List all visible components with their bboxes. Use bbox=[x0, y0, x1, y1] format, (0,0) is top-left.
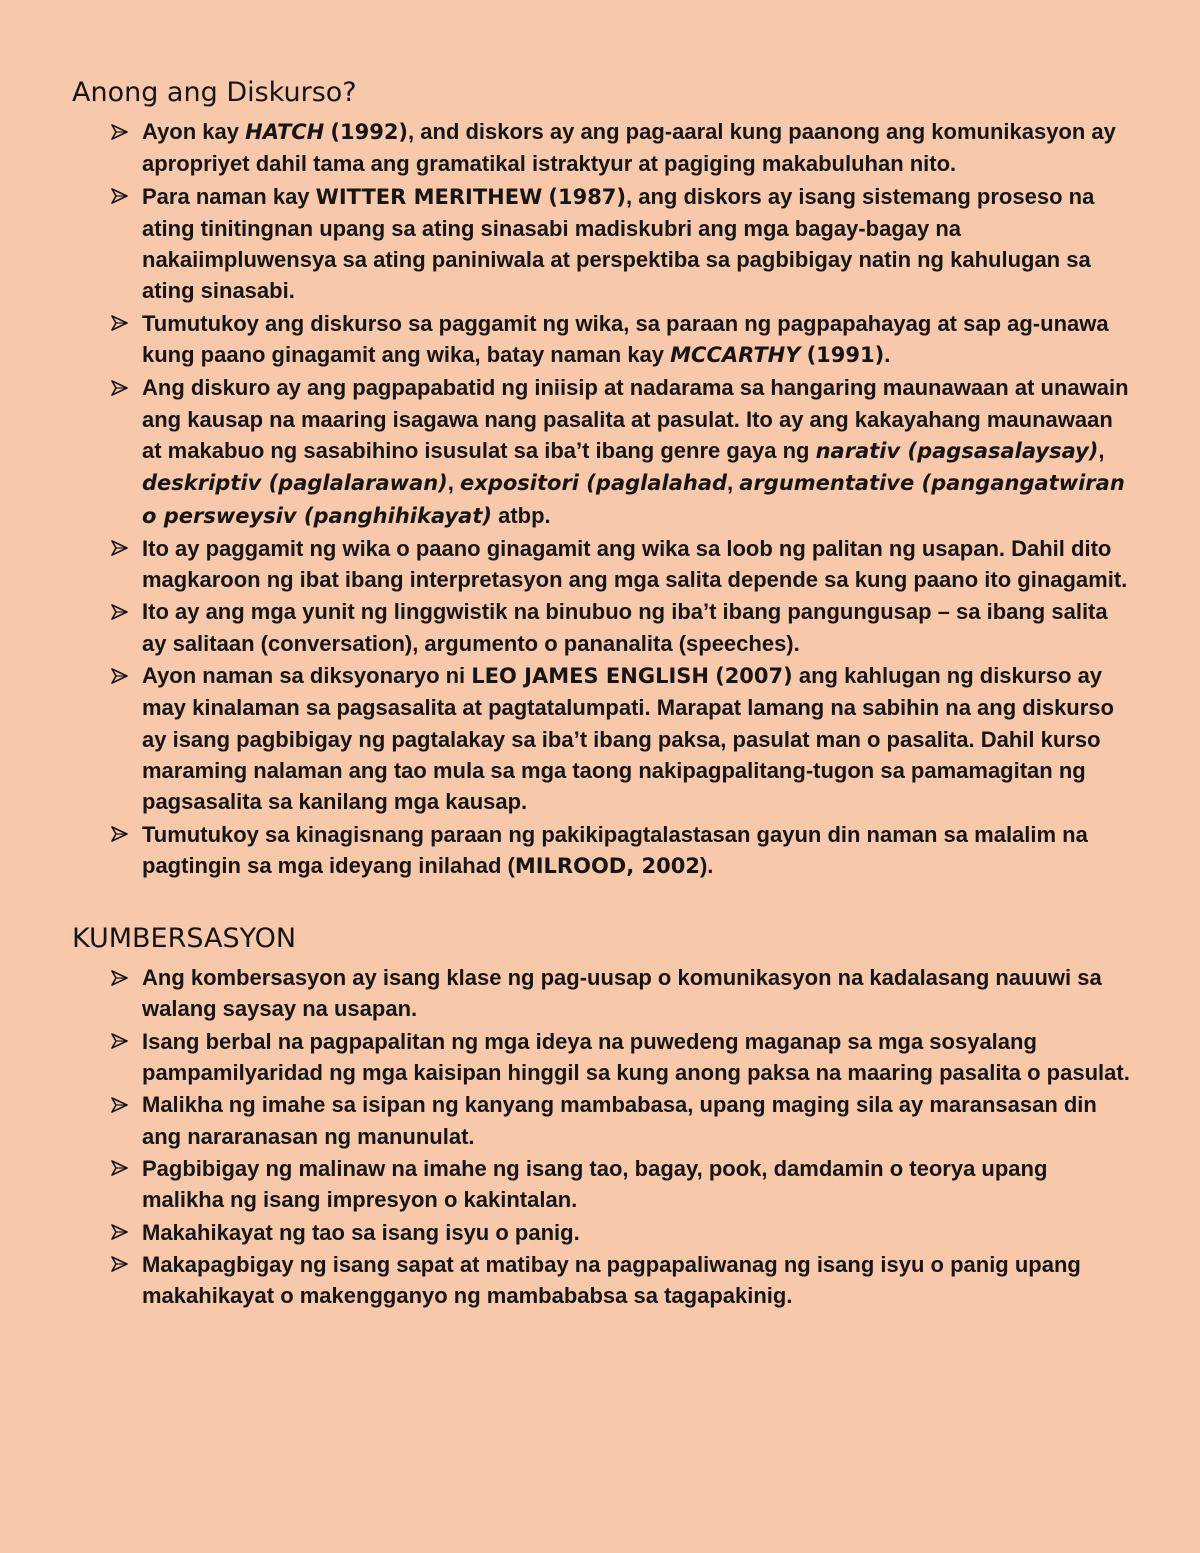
text-segment: Tumutukoy sa kinagisnang paraan ng pakikipagtalastasan gayun din naman sa malalim na pagtingin sa mga ideyang inilahad ( bbox=[142, 821, 1088, 878]
highlighted-text: (1992) bbox=[330, 120, 409, 144]
list-item bbox=[70, 116, 1130, 180]
text-segment: Makahikayat ng tao sa isang isyu o panig. bbox=[142, 1219, 580, 1245]
text-segment: , bbox=[447, 470, 461, 496]
kumbersasyon-bullet-list bbox=[70, 962, 1130, 1311]
arrow-bullet-icon bbox=[108, 962, 130, 993]
list-item bbox=[70, 1249, 1130, 1312]
arrow-bullet-icon bbox=[108, 1026, 130, 1057]
list-item bbox=[70, 1089, 1130, 1152]
text-segment: Isang berbal na pagpapalitan ng mga ideya na puwedeng maganap sa mga sosyalang pampamilyaridad ng mga kaisipan hinggil sa kung anong paksa na maaring pasalita o pasulat. bbox=[142, 1028, 1130, 1086]
highlighted-text: (2007) bbox=[715, 664, 793, 689]
text-segment: ang kahlugan ng diskurso ay may kinalaman sa pagsasalita at pagtatalumpati. Marapat lamang na sabihin na ang diskurso ay isang pagbibigay ng pagtalakay sa iba’t ibang paksa, pasulat man o pasalita. Dahil kurso maraming nalaman ang tao mula sa mga taong nakipagpalitang-tugon sa pamamagitan ng pagsasalita sa kanilang mga kausap. bbox=[142, 663, 1114, 815]
arrow-bullet-icon bbox=[108, 1153, 130, 1184]
highlighted-text: LEO JAMES ENGLISH bbox=[471, 664, 709, 689]
list-item bbox=[70, 372, 1130, 531]
text-segment: Tumutukoy ang diskurso sa paggamit ng wika, sa paraan ng pagpapahayag at sap ag-unawa kung paano ginagamit ang wika, batay naman kay bbox=[142, 310, 1109, 368]
arrow-bullet-icon bbox=[108, 1089, 130, 1120]
highlighted-text: deskriptiv (paglalarawan) bbox=[142, 471, 448, 496]
list-item bbox=[70, 1026, 1130, 1089]
section-title-kumbersasyon: KUMBERSASYON bbox=[72, 923, 297, 955]
highlighted-text: narativ (pagsasalaysay) bbox=[815, 438, 1099, 463]
arrow-bullet-icon bbox=[108, 819, 130, 850]
highlighted-text: expositori (paglalahad bbox=[460, 471, 728, 496]
arrow-bullet-icon bbox=[108, 533, 130, 564]
highlighted-text: MILROOD, 2002 bbox=[514, 853, 700, 878]
list-item bbox=[70, 1217, 1130, 1248]
text-segment: Ito ay paggamit ng wika o paano ginagamit ang wika sa loob ng palitan ng usapan. Dahil dito magkaroon ng ibat ibang interpretasyon ang mga salita depende sa kung paano ito ginagamit. bbox=[142, 535, 1128, 593]
text-segment: , ang diskors ay isang sistemang proseso na ating tinitingnan upang sa ating sinasabi madiskubri ang mga bagay-bagay na nakaiimpluwensya sa ating paniniwala at perspektiba sa pagbibigay natin ng kahulugan sa ating sinasabi. bbox=[142, 183, 1095, 304]
list-item bbox=[70, 1153, 1130, 1216]
highlighted-text: argumentative (pangangatwiran o persweysiv (panghihikayat) bbox=[142, 471, 1125, 528]
text-segment: Ayon kay bbox=[142, 119, 246, 144]
list-item bbox=[70, 962, 1130, 1025]
text-segment: , and diskors ay ang pag-aaral kung paanong ang komunikasyon ay apropriyet dahil tama ang gramatikal istraktyur at pagiging makabuluhan nito. bbox=[142, 119, 1116, 177]
text-segment: Pagbibigay ng malinaw na imahe ng isang tao, bagay, pook, damdamin o teorya upang malikha ng isang impresyon o kakintalan. bbox=[142, 1155, 1048, 1213]
text-segment: Ito ay ang mga yunit ng linggwistik na binubuo ng iba’t ibang pangungusap – sa ibang salita ay salitaan (conversation), argumento o pananalita (speeches). bbox=[142, 599, 1108, 656]
arrow-bullet-icon bbox=[108, 1217, 130, 1248]
list-item bbox=[70, 533, 1130, 596]
text-segment: Ayon naman sa diksyonaryo ni bbox=[142, 663, 472, 689]
text-segment: Malikha ng imahe sa isipan ng kanyang mambabasa, upang maging sila ay maransasan din ang nararanasan ng manunulat. bbox=[142, 1092, 1097, 1149]
arrow-bullet-icon bbox=[108, 116, 130, 147]
text-segment: Para naman kay bbox=[142, 183, 316, 209]
arrow-bullet-icon bbox=[108, 372, 130, 403]
list-item bbox=[70, 181, 1130, 307]
section-title-diskurso: Anong ang Diskurso? bbox=[72, 77, 357, 108]
highlighted-text: (1987) bbox=[548, 184, 627, 209]
text-segment: ). bbox=[699, 852, 714, 878]
text-segment: . bbox=[884, 342, 891, 368]
list-item bbox=[70, 308, 1130, 372]
list-item bbox=[70, 819, 1130, 883]
list-item bbox=[70, 660, 1130, 817]
diskurso-bullet-list bbox=[70, 116, 1130, 882]
arrow-bullet-icon bbox=[108, 308, 130, 339]
text-segment: , bbox=[727, 470, 740, 496]
arrow-bullet-icon bbox=[108, 1249, 130, 1280]
arrow-bullet-icon bbox=[108, 660, 130, 691]
text-segment: Makapagbigay ng isang sapat at matibay na pagpapaliwanag ng isang isyu o panig upang makahikayat o makengganyo ng mambababsa sa tagapakinig. bbox=[142, 1251, 1081, 1309]
text-segment: atbp. bbox=[491, 502, 551, 528]
highlighted-text: (1991) bbox=[806, 343, 885, 368]
highlighted-text: WITTER MERITHEW bbox=[315, 184, 543, 209]
list-item bbox=[70, 596, 1130, 659]
text-segment: Ang diskuro ay ang pagpapabatid ng iniisip at nadarama sa hangaring maunawaan at unawain ang kausap na maaring isagawa nang pasalita at pasulat. Ito ay ang kakayahang maunawaan at makabuo ng sasabihino isusulat sa iba’t ibang genre gaya ng bbox=[142, 375, 1129, 463]
highlighted-text: HATCH bbox=[245, 120, 325, 144]
highlighted-text: MCCARTHY bbox=[670, 343, 801, 368]
arrow-bullet-icon bbox=[108, 596, 130, 627]
text-segment: Ang kombersasyon ay isang klase ng pag-uusap o komunikasyon na kadalasang nauuwi sa walang saysay na usapan. bbox=[142, 965, 1102, 1022]
arrow-bullet-icon bbox=[108, 181, 130, 212]
text-segment: , bbox=[1098, 437, 1105, 463]
